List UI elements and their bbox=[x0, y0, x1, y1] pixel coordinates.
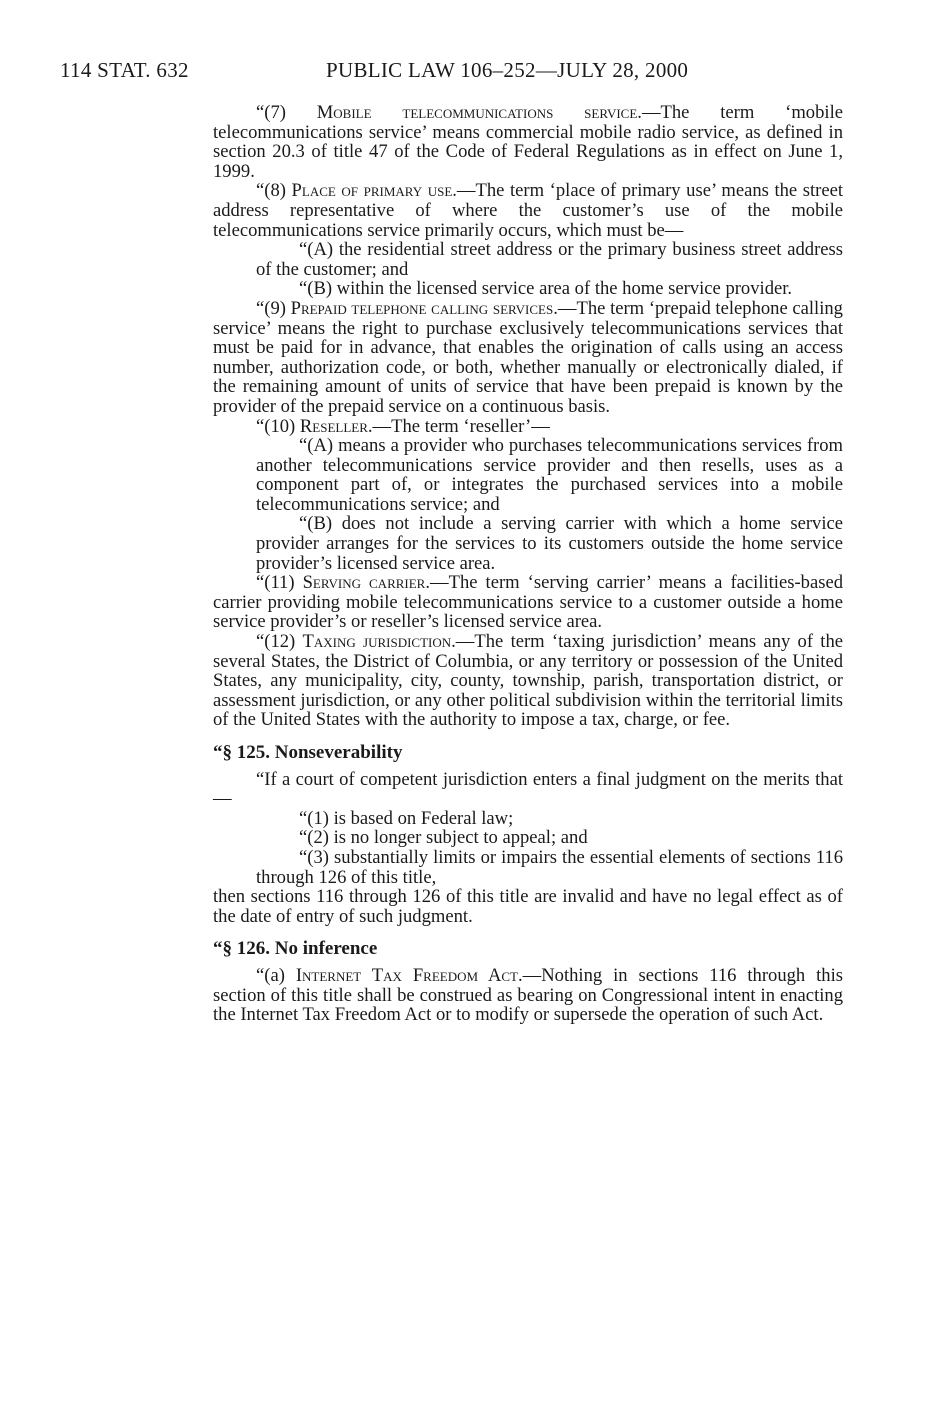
definition-term: Place of primary use. bbox=[291, 180, 457, 202]
section-125-tail: then sections 116 through 126 of this title are invalid and have no legal effect as of the date of entry of such judgment. bbox=[213, 886, 843, 927]
subsection-term: Internet Tax Freedom Act. bbox=[295, 964, 523, 986]
definition-term: Taxing jurisdiction. bbox=[302, 631, 456, 653]
definition-9: “(9) Prepaid telephone calling services.—The term ‘prepaid telephone calling service’ means the right to purchase exclusively telecommunications services that must be paid for in advance, that enables the origination of calls using an access number, authorization code, or both, whether manually or electronically dialed, if the remaining amount of units of service that have been prepaid is known by the provider of the prepaid service on a continuous basis. bbox=[213, 297, 843, 417]
definition-12: “(12) Taxing jurisdiction.—The term ‘taxing jurisdiction’ means any of the several States, the District of Columbia, or any territory or possession of the United States, any municipality, city, county, township, parish, transportation district, or assessment jurisdiction, or any other political subdivision within the territorial limits of the United States with the authority to impose a tax, charge, or fee. bbox=[213, 631, 844, 731]
definition-term: Mobile telecommunications service. bbox=[316, 102, 642, 123]
statute-citation: 114 STAT. 632 bbox=[60, 58, 189, 82]
public-law-title: PUBLIC LAW 106–252—JULY 28, 2000 bbox=[326, 58, 689, 82]
definition-10: “(10) Reseller.—The term ‘reseller’— bbox=[256, 415, 550, 437]
section-125-item-3: “(3) substantially limits or impairs the essential elements of sections 116 through 126 of this title, bbox=[256, 846, 843, 888]
definition-term: Serving carrier. bbox=[302, 572, 431, 594]
section-126-a: “(a) Internet Tax Freedom Act.—Nothing in sections 116 through this section of this title shall be construed as bearing on Congressional intent in enacting the Internet Tax Freedom Act or to modify or supersede the operation of such Act. bbox=[213, 964, 843, 1026]
definition-8-a: “(A) the residential street address or the primary business street address of the customer; and bbox=[256, 239, 843, 280]
definition-7: “(7) Mobile telecommunications service.—The term ‘mobile telecommunications service’ means commercial mobile radio service, as defined in section 20.3 of title 47 of the Code of Federal Regulations as in effect on June 1, 1999. bbox=[213, 102, 843, 182]
definition-10-a: “(A) means a provider who purchases telecommunications services from another telecommunications service provider and then resells, uses as a component part of, or integrates the purchased services into a mobile telecommunications service; and bbox=[256, 435, 843, 515]
definition-11: “(11) Serving carrier.—The term ‘serving carrier’ means a facilities-based carrier providing mobile telecommunications service to a customer outside a home service provider’s or reseller’s licensed service area. bbox=[213, 572, 843, 633]
definition-8: “(8) Place of primary use.—The term ‘place of primary use’ means the street address representative of where the customer’s use of the mobile telecommunications service primarily occurs, which must be— bbox=[213, 180, 844, 241]
section-125-item-1: “(1) is based on Federal law; bbox=[299, 807, 514, 829]
section-125-intro: “If a court of competent jurisdiction enters a final judgment on the merits that— bbox=[213, 768, 843, 810]
definition-10-b: “(B) does not include a serving carrier with which a home service provider arranges for the services to its customers outside the home service provider’s licensed service area. bbox=[256, 513, 843, 574]
section-125-heading: “§ 125. Nonseverability bbox=[213, 742, 403, 763]
section-125-item-2: “(2) is no longer subject to appeal; and bbox=[299, 827, 588, 849]
definition-term: Reseller. bbox=[299, 415, 373, 437]
definition-8-b: “(B) within the licensed service area of the home service provider. bbox=[299, 278, 793, 300]
section-126-heading: “§ 126. No inference bbox=[213, 938, 378, 960]
definition-term: Prepaid telephone calling services. bbox=[290, 297, 558, 319]
document-body bbox=[213, 103, 843, 1025]
